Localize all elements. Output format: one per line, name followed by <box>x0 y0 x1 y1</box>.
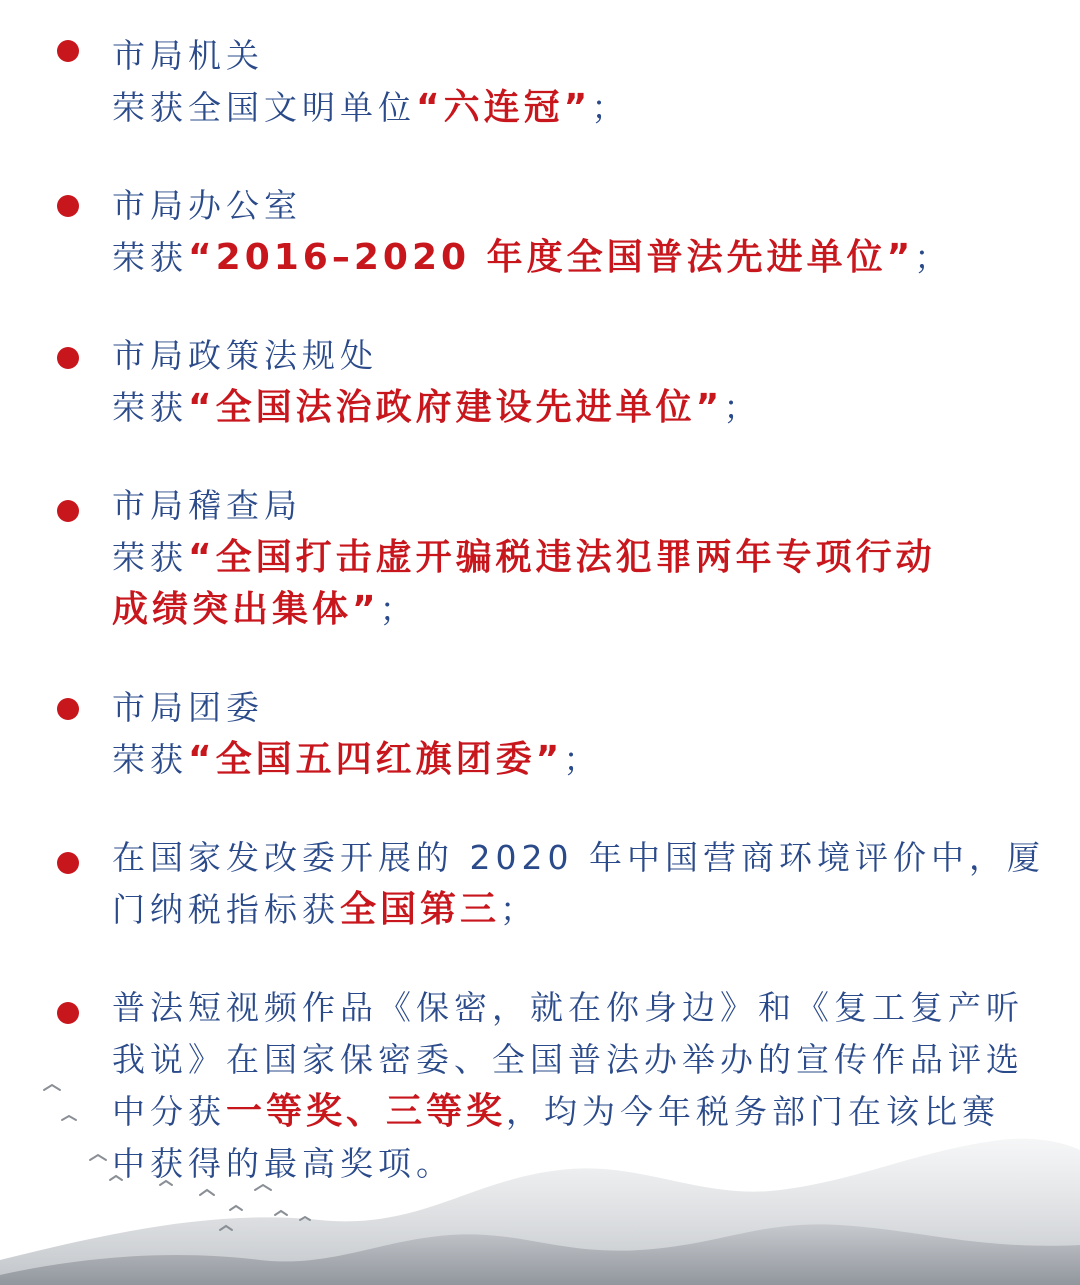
award-highlight: “全国打击虚开骗税违法犯罪两年专项行动 <box>188 537 936 578</box>
item-title: 市局机关 <box>112 36 264 75</box>
award-prefix: 荣获 <box>112 238 188 277</box>
award-suffix: ； <box>723 388 762 427</box>
item-text <box>112 330 1047 434</box>
item-line: 普法短视频作品《保密，就在你身边》和《复工复产听 <box>112 988 1024 1027</box>
award-highlight: 全国第三 <box>340 889 501 930</box>
item-title: 市局办公室 <box>112 186 302 225</box>
item-award <box>112 382 1047 434</box>
award-highlight: “2016–2020 年度全国普法先进单位” <box>188 237 915 278</box>
award-prefix: 荣获全国文明单位 <box>112 88 416 127</box>
item-text <box>112 682 1047 786</box>
item-award <box>112 734 1047 786</box>
line-suffix: ，均为今年税务部门在该比赛 <box>506 1092 1001 1131</box>
item-text <box>112 480 1047 636</box>
award-suffix: ； <box>914 238 953 277</box>
bullet-icon <box>57 1002 79 1024</box>
item-award-continued <box>112 584 1047 636</box>
award-prefix: 荣获 <box>112 740 188 779</box>
award-highlight: “六连冠” <box>416 87 592 128</box>
award-prefix: 荣获 <box>112 538 188 577</box>
bullet-icon <box>57 195 79 217</box>
item-award <box>112 82 1047 134</box>
item-text <box>112 180 1047 284</box>
item-title: 市局政策法规处 <box>112 336 378 375</box>
award-suffix: ； <box>379 590 418 629</box>
award-prefix: 荣获 <box>112 388 188 427</box>
item-line: 中获得的最高奖项。 <box>112 1144 454 1183</box>
award-suffix: ； <box>563 740 602 779</box>
item-line <box>112 884 1047 936</box>
bullet-icon <box>57 500 79 522</box>
item-title: 市局稽查局 <box>112 486 302 525</box>
award-highlight: “全国法治政府建设先进单位” <box>188 387 724 428</box>
ink-mountain-illustration <box>0 1060 1080 1285</box>
item-line: 在国家发改委开展的 2020 年中国营商环境评价中，厦 <box>112 838 1045 877</box>
item-award <box>112 532 1047 584</box>
item-text <box>112 30 1047 134</box>
award-highlight: 一等奖、三等奖 <box>226 1091 507 1132</box>
award-suffix: ； <box>591 88 630 127</box>
bird-flock-icon <box>44 1085 310 1230</box>
line-suffix: ； <box>500 890 539 929</box>
award-highlight: 成绩突出集体” <box>112 589 380 630</box>
bullet-icon <box>57 852 79 874</box>
item-award <box>112 232 1047 284</box>
item-title: 市局团委 <box>112 688 264 727</box>
bullet-icon <box>57 40 79 62</box>
bullet-icon <box>57 698 79 720</box>
item-text <box>112 832 1047 936</box>
item-line: 我说》在国家保密委、全国普法办举办的宣传作品评选 <box>112 1040 1024 1079</box>
line-prefix: 门纳税指标获 <box>112 890 340 929</box>
award-highlight: “全国五四红旗团委” <box>188 739 564 780</box>
bullet-icon <box>57 347 79 369</box>
line-prefix: 中分获 <box>112 1092 226 1131</box>
